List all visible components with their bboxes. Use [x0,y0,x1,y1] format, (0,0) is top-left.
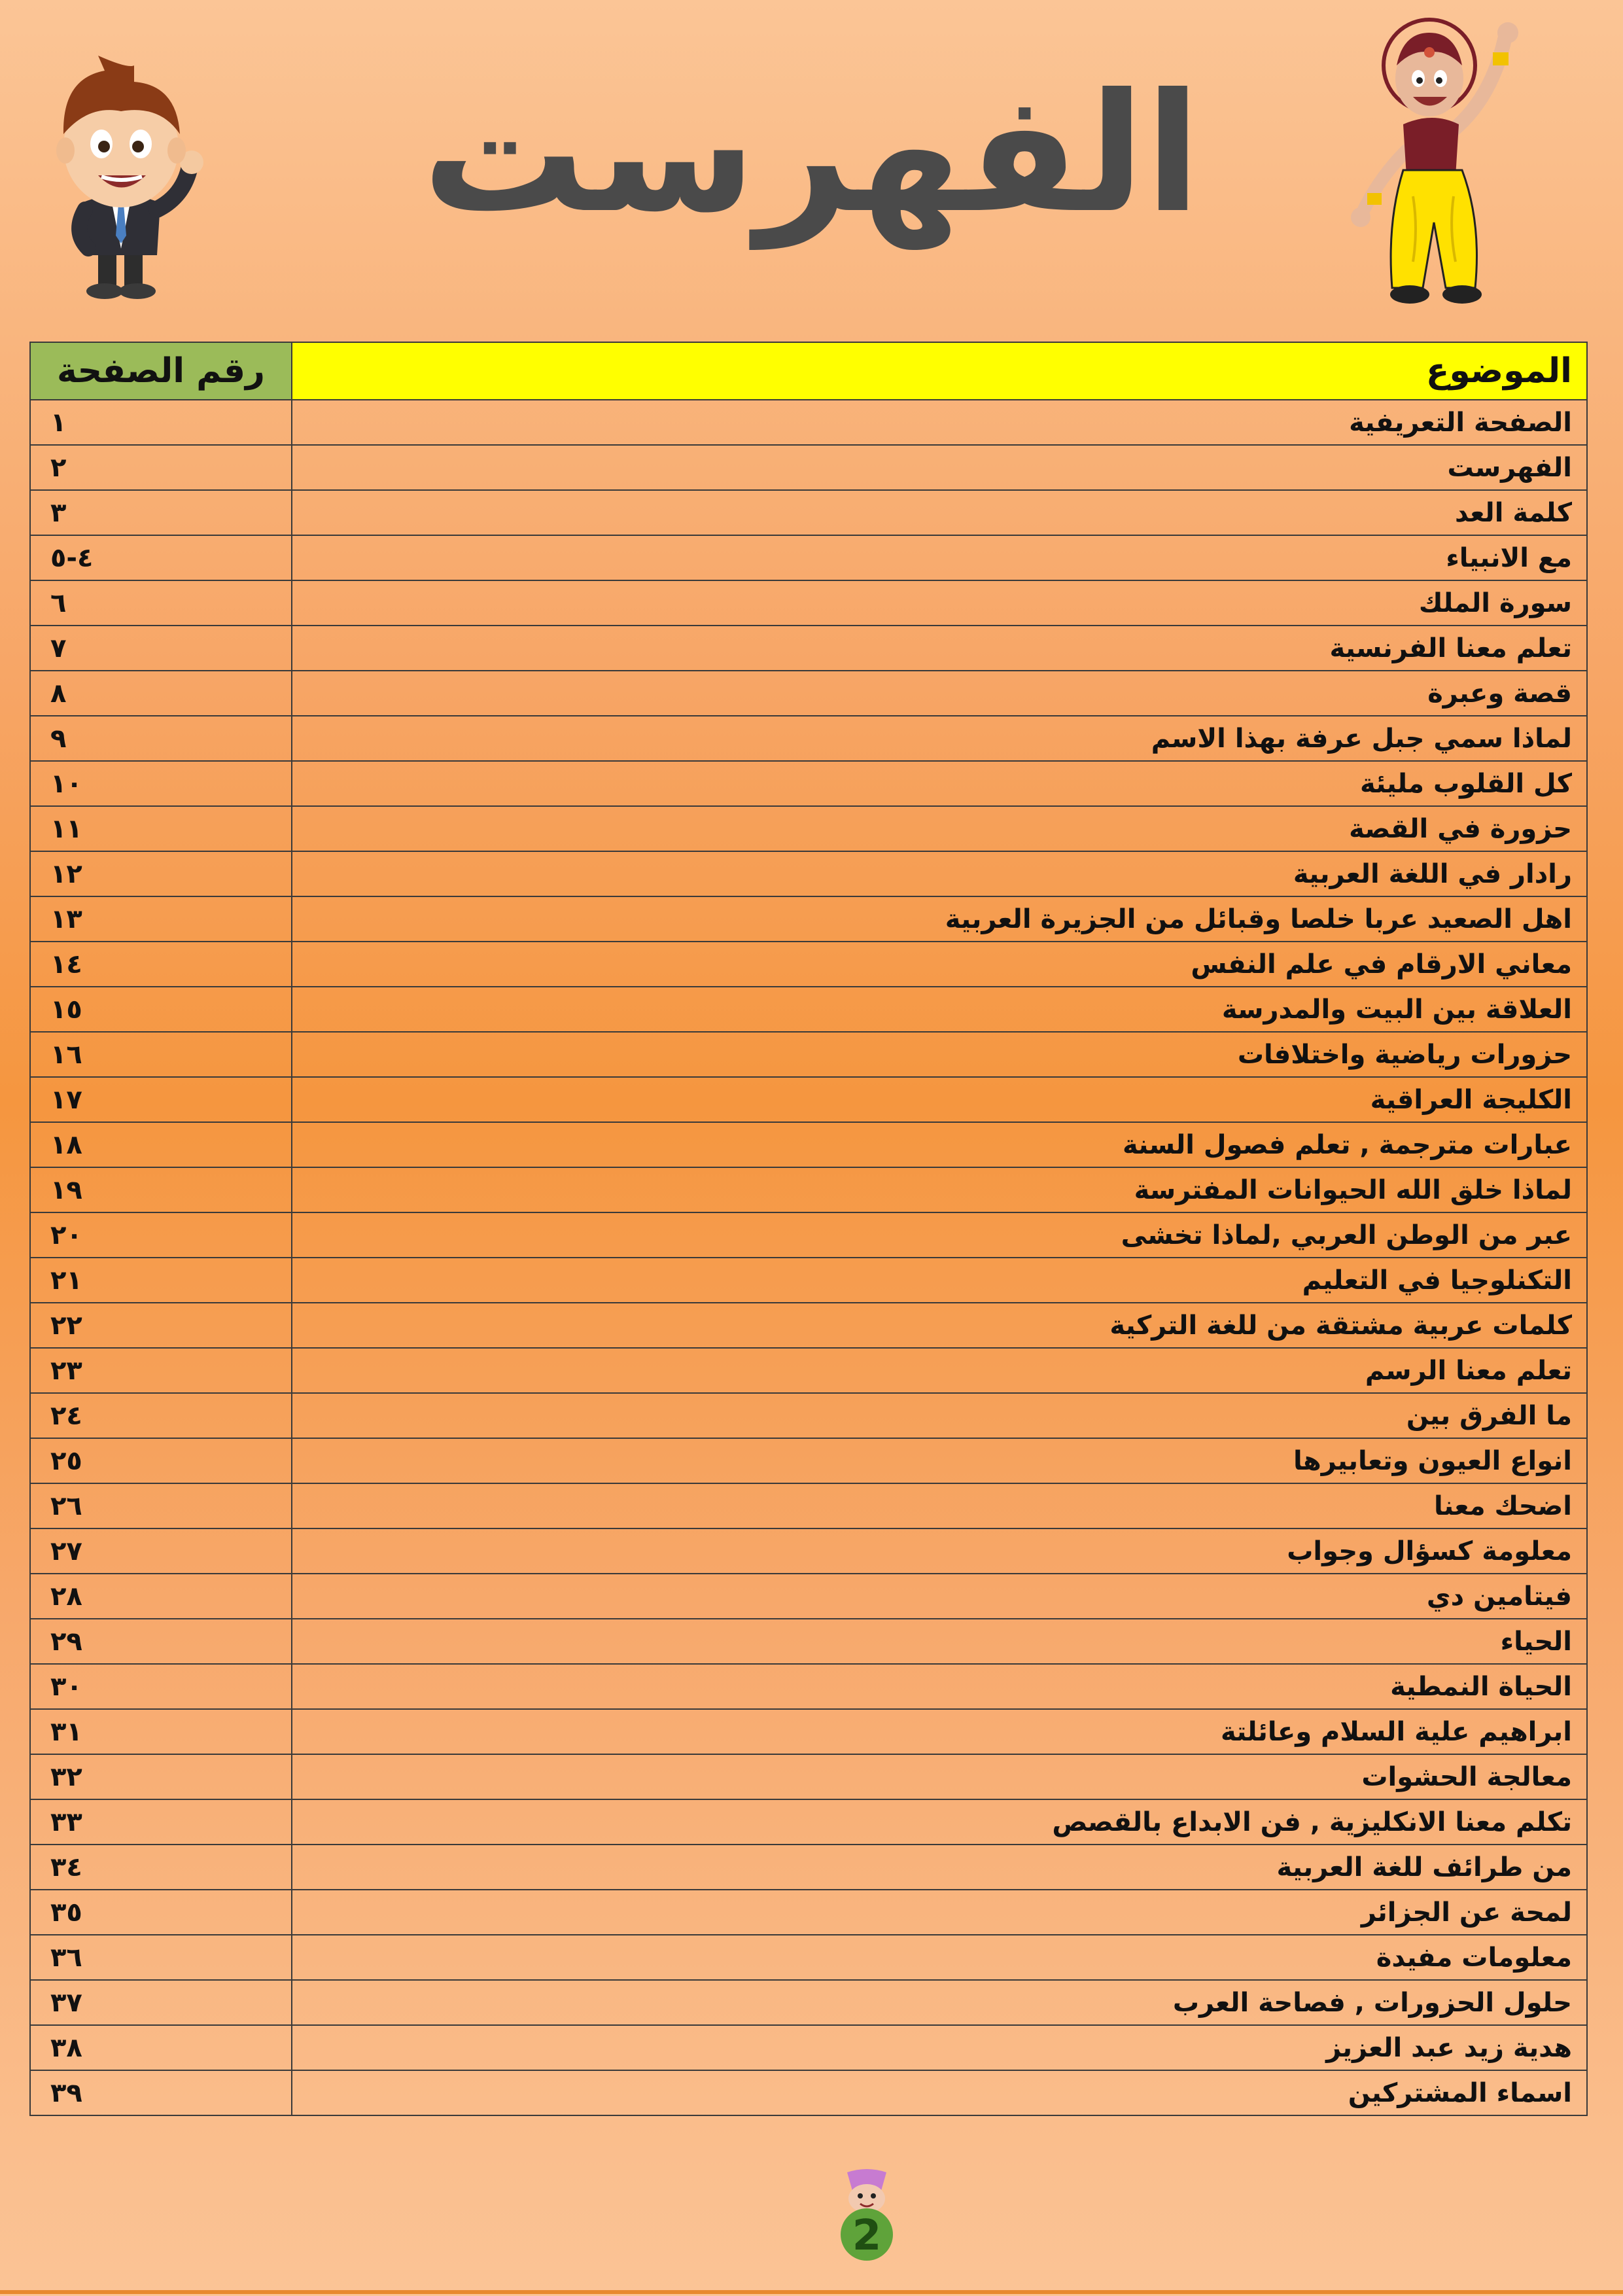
toc-topic: الحياء [292,1619,1587,1664]
toc-page-number: ٢٢ [30,1303,292,1348]
toc-page-number: ١ [30,400,292,445]
toc-row [30,716,1587,761]
toc-page-number: ١٣ [30,896,292,942]
toc-topic: عبر من الوطن العربي ,لماذا تخشى [292,1212,1587,1258]
toc-row [30,896,1587,942]
toc-topic: التكنلوجيا في التعليم [292,1258,1587,1303]
toc-page-number: ١٨ [30,1122,292,1167]
toc-topic: كلمات عربية مشتقة من للغة التركية [292,1303,1587,1348]
toc-row [30,1709,1587,1754]
toc-topic: الصفحة التعريفية [292,400,1587,445]
toc-row [30,2025,1587,2070]
toc-page-number: ٣٣ [30,1799,292,1845]
toc-row [30,1303,1587,1348]
toc-topic: معاني الارقام في علم النفس [292,942,1587,987]
toc-page-number: ١٠ [30,761,292,806]
toc-page-number: ٣٢ [30,1754,292,1799]
toc-row [30,1167,1587,1212]
toc-row [30,1619,1587,1664]
toc-topic: قصة وعبرة [292,671,1587,716]
toc-row [30,1348,1587,1393]
toc-topic: من طرائف للغة العربية [292,1845,1587,1890]
toc-page-number: ٢١ [30,1258,292,1303]
toc-topic: لماذا سمي جبل عرفة بهذا الاسم [292,716,1587,761]
toc-topic: تكلم معنا الانكليزية , فن الابداع بالقصص [292,1799,1587,1845]
toc-row [30,1754,1587,1799]
toc-topic: الكليجة العراقية [292,1077,1587,1122]
toc-topic: اهل الصعيد عربا خلصا وقبائل من الجزيرة العربية [292,896,1587,942]
toc-topic: عبارات مترجمة , تعلم فصول السنة [292,1122,1587,1167]
toc-topic: معالجة الحشوات [292,1754,1587,1799]
page-title: الفهرست [422,58,1201,249]
toc-row [30,1664,1587,1709]
toc-topic: معلومات مفيدة [292,1935,1587,1980]
page-number: 2 [852,2212,882,2260]
toc-row [30,851,1587,896]
toc-topic: تعلم معنا الفرنسية [292,626,1587,671]
toc-row [30,1799,1587,1845]
toc-page-number: ٣١ [30,1709,292,1754]
toc-topic: ما الفرق بين [292,1393,1587,1438]
toc-page-number: ٢٦ [30,1483,292,1528]
toc-page-number: ٦ [30,580,292,626]
toc-page-number: ٤-٥ [30,535,292,580]
toc-row [30,942,1587,987]
toc-page-number: ٧ [30,626,292,671]
toc-page-number: ٩ [30,716,292,761]
header-page-number: رقم الصفحة [30,342,292,400]
toc-page-number: ١٩ [30,1167,292,1212]
toc-row [30,1845,1587,1890]
toc-row [30,1528,1587,1574]
toc-row [30,1258,1587,1303]
toc-page-number: ١٧ [30,1077,292,1122]
toc-page-number: ٣٨ [30,2025,292,2070]
toc-body [30,400,1587,2115]
toc-row [30,626,1587,671]
toc-page-number: ٣٠ [30,1664,292,1709]
toc-header-row [30,342,1587,400]
toc-row [30,490,1587,535]
toc-page-number: ٨ [30,671,292,716]
toc-topic: لماذا خلق الله الحيوانات المفترسة [292,1167,1587,1212]
toc-row [30,1980,1587,2025]
toc-row [30,1574,1587,1619]
toc-page-number: ٣٥ [30,1890,292,1935]
toc-row [30,535,1587,580]
toc-topic: العلاقة بين البيت والمدرسة [292,987,1587,1032]
toc-row [30,1935,1587,1980]
toc-page-number: ١٦ [30,1032,292,1077]
toc-page-number: ١٥ [30,987,292,1032]
toc-topic: حلول الحزورات , فصاحة العرب [292,1980,1587,2025]
toc-topic: معلومة كسؤال وجواب [292,1528,1587,1574]
toc-row [30,1032,1587,1077]
toc-topic: كلمة العد [292,490,1587,535]
toc-page-number: ٢٣ [30,1348,292,1393]
toc-topic: حزورات رياضية واختلافات [292,1032,1587,1077]
header-topic: الموضوع [292,342,1587,400]
toc-row [30,1212,1587,1258]
toc-page-number: ٢٠ [30,1212,292,1258]
toc-topic: هدية زيد عبد العزيز [292,2025,1587,2070]
toc-topic: رادار في اللغة العربية [292,851,1587,896]
toc-topic: اضحك معنا [292,1483,1587,1528]
toc-topic: الفهرست [292,445,1587,490]
toc-topic: كل القلوب مليئة [292,761,1587,806]
toc-row [30,400,1587,445]
toc-page-number: ٢٤ [30,1393,292,1438]
toc-page-number: ١٤ [30,942,292,987]
toc-topic: حزورة في القصة [292,806,1587,851]
toc-row [30,2070,1587,2115]
jester-cartoon-icon [1341,13,1550,314]
toc-page-number: ١٢ [30,851,292,896]
toc-topic: اسماء المشتركين [292,2070,1587,2115]
toc-topic: مع الانبياء [292,535,1587,580]
toc-page-number: ٣٤ [30,1845,292,1890]
toc-row [30,671,1587,716]
toc-page-number: ٣ [30,490,292,535]
toc-page-number: ١١ [30,806,292,851]
toc-row [30,1393,1587,1438]
toc-row [30,806,1587,851]
toc-row [30,580,1587,626]
toc-row [30,445,1587,490]
toc-row [30,1483,1587,1528]
toc-page-number: ٢٨ [30,1574,292,1619]
toc-topic: انواع العيون وتعابيرها [292,1438,1587,1483]
bottom-divider [0,2290,1623,2294]
toc-row [30,1438,1587,1483]
toc-row [30,1122,1587,1167]
toc-row [30,1890,1587,1935]
toc-topic: سورة الملك [292,580,1587,626]
page-number-badge-icon [828,2166,906,2264]
toc-topic: ابراهيم علية السلام وعائلتة [292,1709,1587,1754]
toc-row [30,1077,1587,1122]
toc-page-number: ٢٧ [30,1528,292,1574]
toc-table [29,342,1588,2116]
toc-page-number: ٢ [30,445,292,490]
toc-topic: تعلم معنا الرسم [292,1348,1587,1393]
toc-page-number: ٣٦ [30,1935,292,1980]
toc-page-number: ٢٩ [30,1619,292,1664]
toc-page-number: ٣٩ [30,2070,292,2115]
toc-topic: الحياة النمطية [292,1664,1587,1709]
toc-page-number: ٢٥ [30,1438,292,1483]
toc-topic: لمحة عن الجزائر [292,1890,1587,1935]
toc-page-number: ٣٧ [30,1980,292,2025]
toc-row [30,987,1587,1032]
toc-row [30,761,1587,806]
toc-topic: فيتامين دي [292,1574,1587,1619]
